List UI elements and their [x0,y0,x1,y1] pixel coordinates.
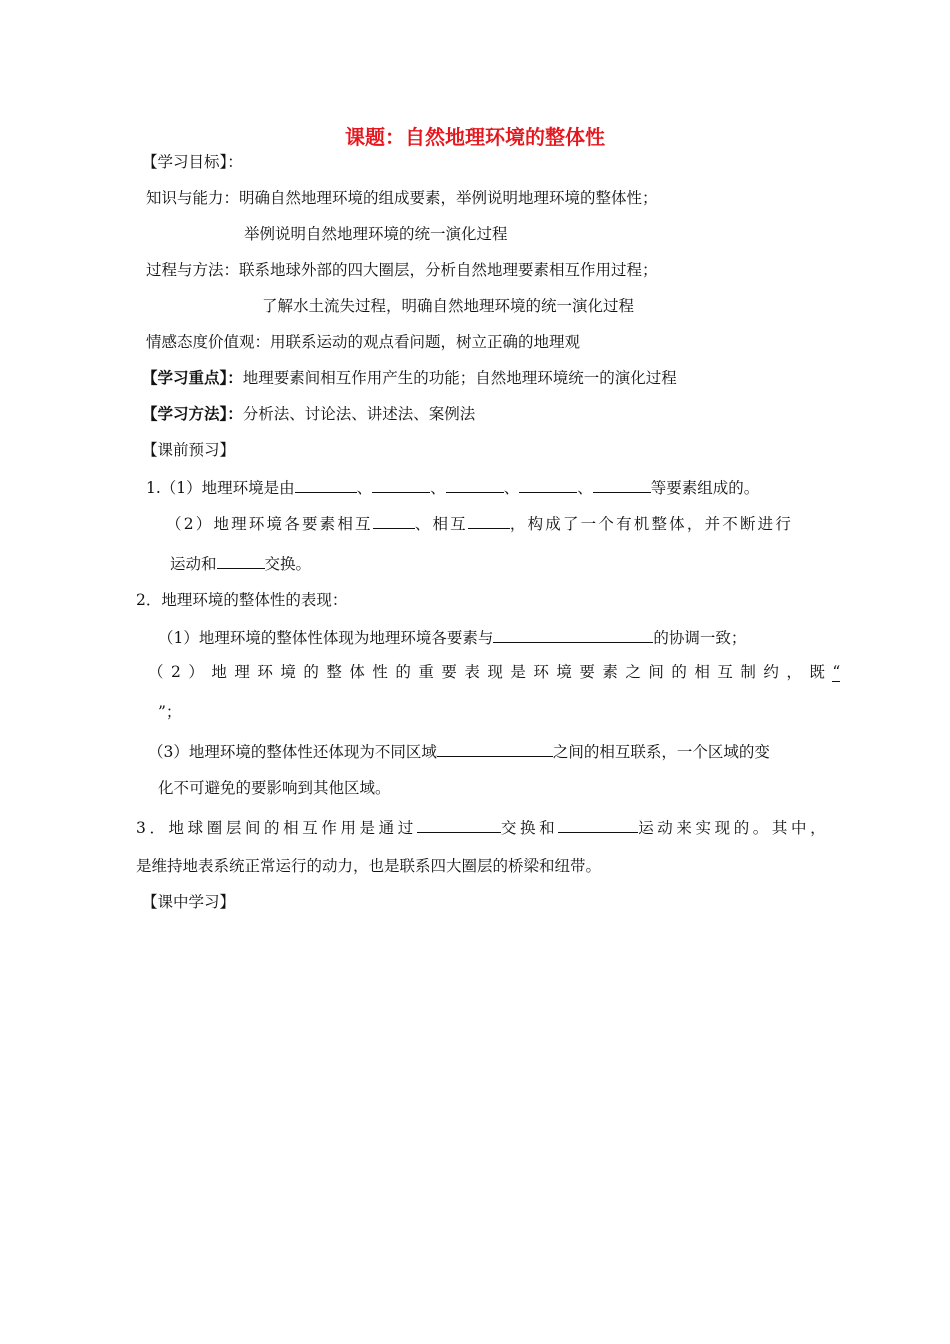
process-text-2: 了解水土流失过程，明确自然地理环境的统一演化过程 [262,297,635,315]
question-1-1 [146,476,759,498]
q1-1-prefix: 1.（1）地理环境是由 [146,479,295,497]
in-class-heading: 【课中学习】 [142,893,236,911]
blank-element-3[interactable] [446,476,504,493]
focus-text: 地理要素间相互作用产生的功能；自然地理环境统一的演化过程 [242,369,677,387]
blank-exchange[interactable] [217,552,265,569]
methods-row [142,404,475,424]
blank-interact-1[interactable] [373,512,415,529]
blank-element-5[interactable] [593,476,651,493]
question-2-3-cont: 化不可避免的要影响到其他区域。 [158,779,391,797]
separator: 、 [430,479,446,497]
question-2-2-close: ”； [158,703,182,721]
question-2-heading: 2．地理环境的整体性的表现： [136,591,348,609]
q1-2-a: （2）地理环境各要素相互 [166,515,373,533]
question-2-1 [158,626,746,648]
methods-heading: 【学习方法】： [142,404,243,423]
q2-1-a: （1）地理环境的整体性体现为地理环境各要素与 [158,629,494,647]
knowledge-text-1: 明确自然地理环境的组成要素，举例说明地理环境的整体性； [239,189,658,207]
q2-1-b: 的协调一致； [653,629,747,647]
q3-a: 3．地球圈层间的相互作用是通过 [136,819,417,837]
separator: 、 [503,479,520,497]
process-row [146,260,658,280]
q2-3-b: 之间的相互联系，一个区域的变 [552,743,770,761]
blank-region[interactable] [437,740,553,757]
question-1-2-cont [170,552,311,574]
q1-2-d: 运动和 [170,555,217,573]
blank-whole[interactable] [493,626,653,643]
question-3 [136,816,829,838]
blank-energy[interactable] [558,816,638,833]
q1-1-suffix: 等要素组成的。 [650,479,760,497]
focus-heading: 【学习重点】： [142,368,243,387]
separator: 、 [577,479,593,497]
blank-interact-2[interactable] [468,512,510,529]
emotion-row [146,332,580,352]
q1-2-b: 、相互 [414,515,468,533]
q2-2-a: （2）地理环境的整体性的重要表现是环境要素之间的相互制约，既 [148,663,833,681]
knowledge-label: 知识与能力： [146,189,240,207]
question-2-2 [148,662,840,682]
preview-heading: 【课前预习】 [142,441,236,459]
q2-3-a: （3）地理环境的整体性还体现为不同区域 [148,743,437,761]
blank-element-2[interactable] [372,476,430,493]
question-3-cont: 是维持地表系统正常运行的动力，也是联系四大圈层的桥梁和纽带。 [136,857,602,875]
knowledge-text-2: 举例说明自然地理环境的统一演化过程 [244,225,508,243]
q3-b: 交换和 [500,819,559,837]
methods-text: 分析法、讨论法、讲述法、案例法 [242,405,476,423]
emotion-text: 用联系运动的观点看问题，树立正确的地理观 [270,333,581,351]
emotion-label: 情感态度价值观： [146,333,271,351]
question-2-3 [148,740,770,762]
question-1-2 [166,512,793,534]
process-label: 过程与方法： [146,261,240,279]
process-text-1: 联系地球外部的四大圈层，分析自然地理要素相互作用过程； [239,261,658,279]
goals-heading: 【学习目标】： [142,153,243,171]
separator: 、 [356,479,373,497]
q2-2-open-quote[interactable]: “ [832,663,841,681]
q1-2-e: 交换。 [264,555,312,573]
knowledge-row [146,188,658,208]
blank-element-4[interactable] [519,476,577,493]
blank-element-1[interactable] [295,476,357,493]
q1-2-c: ，构成了一个有机整体，并不断进行 [509,515,794,533]
blank-material[interactable] [417,816,501,833]
focus-row [142,368,677,388]
page-title: 课题：自然地理环境的整体性 [345,125,605,149]
q3-c: 运动来实现的。其中， [638,819,830,837]
